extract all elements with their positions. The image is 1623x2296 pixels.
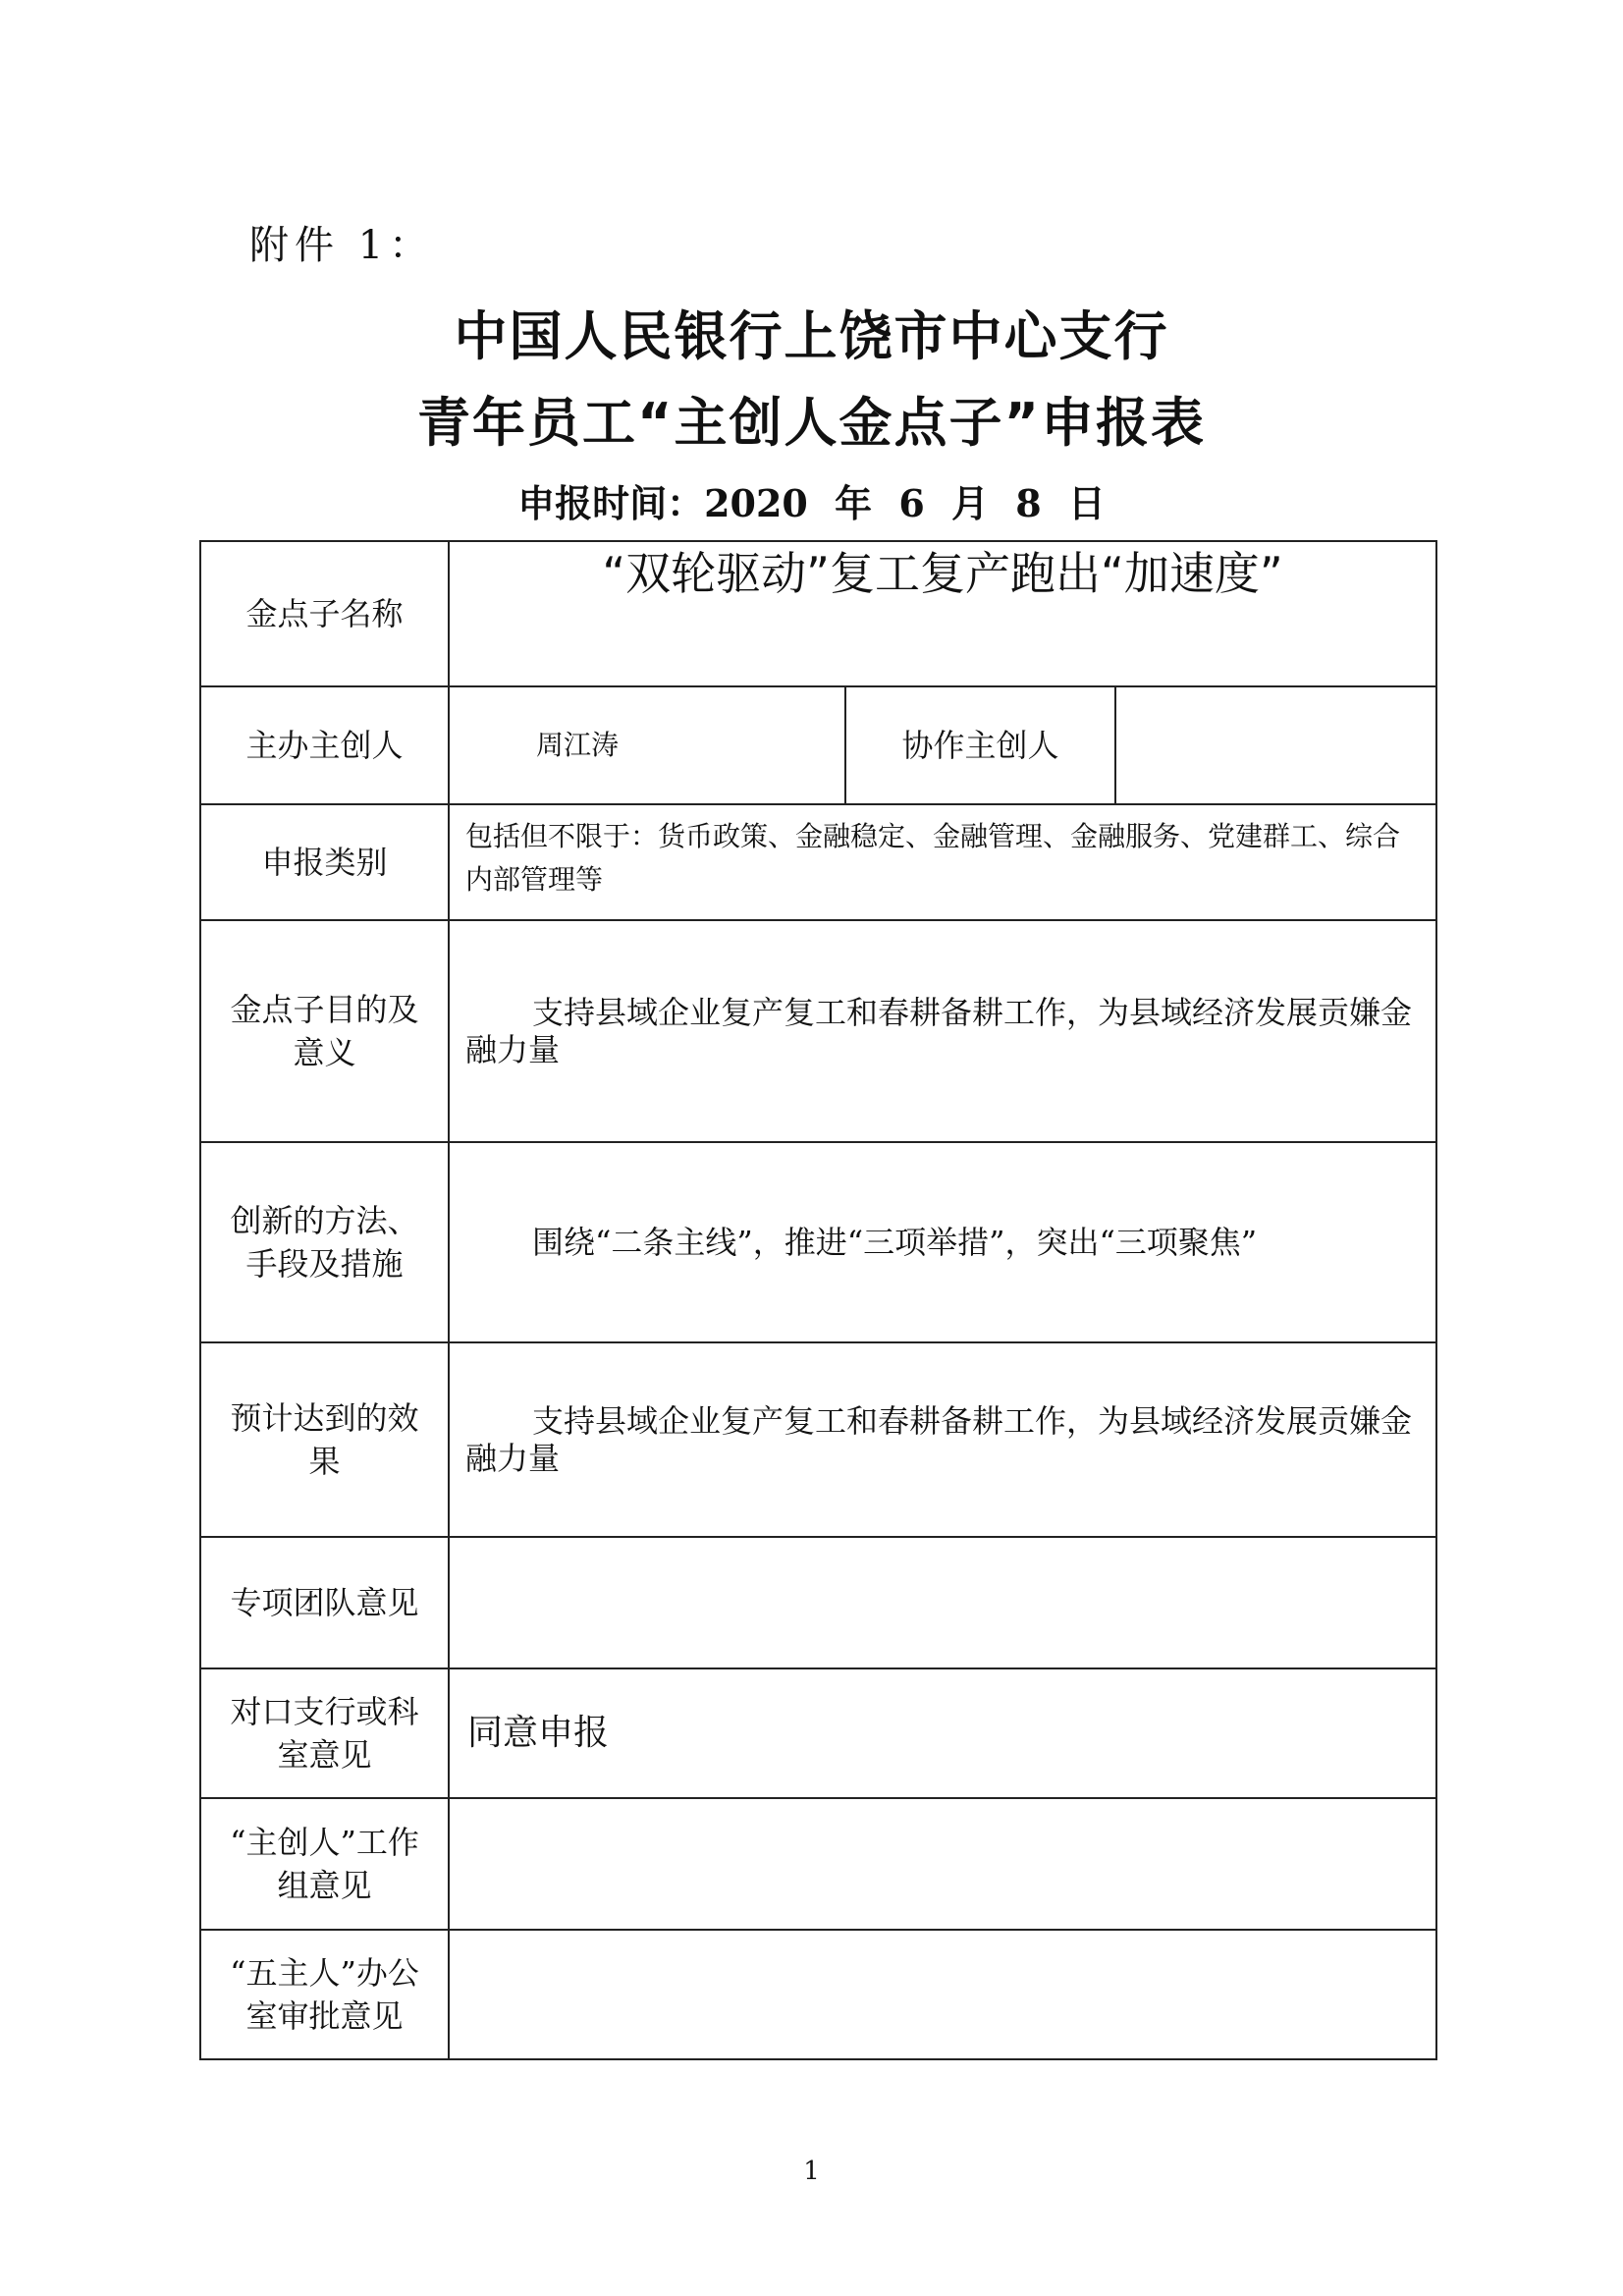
- effect-label: 预计达到的效果: [200, 1342, 449, 1537]
- row-team-opinion: [200, 1537, 1436, 1668]
- purpose-value[interactable]: 支持县域企业复产复工和春耕备耕工作，为县域经济发展贡嫌金融力量: [449, 920, 1436, 1142]
- lead-creator-label: 主办主创人: [200, 686, 449, 804]
- workgroup-opinion-label: “主创人”工作组意见: [200, 1798, 449, 1930]
- purpose-label: 金点子目的及意义: [200, 920, 449, 1142]
- lead-creator-value[interactable]: 周江涛: [449, 686, 845, 804]
- attachment-label: 附件 1：: [249, 223, 435, 268]
- page-number: 1: [803, 2157, 820, 2186]
- category-label: 申报类别: [200, 804, 449, 920]
- row-office-opinion: [200, 1930, 1436, 2059]
- effect-value[interactable]: 支持县域企业复产复工和春耕备耕工作，为县域经济发展贡嫌金融力量: [449, 1342, 1436, 1537]
- office-opinion-label: “五主人”办公室审批意见: [200, 1930, 449, 2059]
- row-category: [200, 804, 1436, 920]
- row-workgroup-opinion: [200, 1798, 1436, 1930]
- document-title-line1: 中国人民银行上饶市中心支行: [454, 305, 1169, 367]
- branch-opinion-value[interactable]: 同意申报: [449, 1668, 1436, 1798]
- workgroup-opinion-value[interactable]: [449, 1798, 1436, 1930]
- idea-name-label: 金点子名称: [200, 541, 449, 686]
- row-idea-name: [200, 541, 1436, 686]
- application-form-table: [199, 540, 1437, 2060]
- method-value[interactable]: 围绕“二条主线”，推进“三项举措”，突出“三项聚焦”: [449, 1142, 1436, 1342]
- co-creator-value[interactable]: [1115, 686, 1436, 804]
- team-opinion-label: 专项团队意见: [200, 1537, 449, 1668]
- row-effect: [200, 1342, 1436, 1537]
- branch-opinion-label: 对口支行或科室意见: [200, 1668, 449, 1798]
- office-opinion-value[interactable]: [449, 1930, 1436, 2059]
- application-date: 申报时间：2020 年 6 月 8 日: [517, 481, 1106, 525]
- category-value[interactable]: 包括但不限于：货币政策、金融稳定、金融管理、金融服务、党建群工、综合内部管理等: [449, 804, 1436, 920]
- row-branch-opinion: [200, 1668, 1436, 1798]
- row-method: [200, 1142, 1436, 1342]
- row-purpose: [200, 920, 1436, 1142]
- method-label: 创新的方法、手段及措施: [200, 1142, 449, 1342]
- team-opinion-value[interactable]: [449, 1537, 1436, 1668]
- row-creators: [200, 686, 1436, 804]
- co-creator-label: 协作主创人: [845, 686, 1115, 804]
- document-title-line2: 青年员工“主创人金点子”申报表: [417, 392, 1206, 454]
- idea-name-value[interactable]: “双轮驱动”复工复产跑出“加速度”: [449, 541, 1436, 686]
